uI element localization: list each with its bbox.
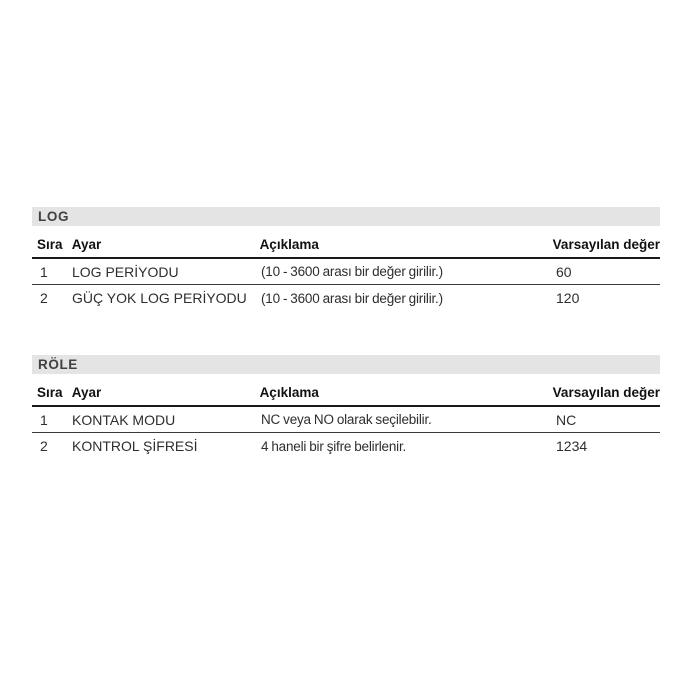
cell-deger: NC	[556, 411, 577, 428]
cell-ayar: KONTAK MODU	[72, 411, 176, 428]
cell-sira: 2	[40, 438, 48, 454]
column-header-varsayilan: Varsayılan değer	[552, 385, 660, 400]
column-header-aciklama: Açıklama	[259, 385, 319, 400]
cell-sira: 1	[40, 263, 48, 280]
section-log	[32, 207, 660, 311]
cell-aciklama: (10 - 3600 arası bir değer girilir.)	[261, 290, 443, 306]
column-header-aciklama: Açıklama	[259, 237, 319, 252]
log-section-header-bar	[32, 207, 660, 226]
cell-deger: 1234	[556, 438, 588, 454]
cell-ayar: KONTROL ŞİFRESİ	[72, 438, 198, 454]
table-row	[32, 285, 660, 311]
cell-ayar: GÜÇ YOK LOG PERİYODU	[72, 290, 247, 306]
cell-aciklama: 4 haneli bir şifre belirlenir.	[261, 438, 407, 454]
table-row	[32, 433, 660, 459]
column-header-ayar: Ayar	[71, 385, 102, 400]
cell-sira: 2	[40, 290, 48, 306]
cell-deger: 60	[556, 263, 572, 280]
log-section-title: LOG	[38, 209, 70, 224]
role-table-header-row	[32, 374, 660, 407]
section-role	[32, 355, 660, 459]
column-header-sira: Sıra	[37, 237, 63, 252]
table-row	[32, 407, 660, 433]
column-header-sira: Sıra	[37, 385, 63, 400]
column-header-varsayilan: Varsayılan değer	[552, 237, 660, 252]
cell-aciklama: (10 - 3600 arası bir değer girilir.)	[261, 264, 443, 279]
table-row	[32, 259, 660, 285]
cell-ayar: LOG PERİYODU	[72, 263, 179, 280]
log-table-header-row	[32, 226, 660, 259]
cell-sira: 1	[40, 411, 48, 428]
column-header-ayar: Ayar	[71, 237, 102, 252]
cell-deger: 120	[556, 290, 580, 306]
role-section-title: RÖLE	[38, 357, 78, 372]
cell-aciklama: NC veya NO olarak seçilebilir.	[261, 412, 432, 427]
role-section-header-bar	[32, 355, 660, 374]
